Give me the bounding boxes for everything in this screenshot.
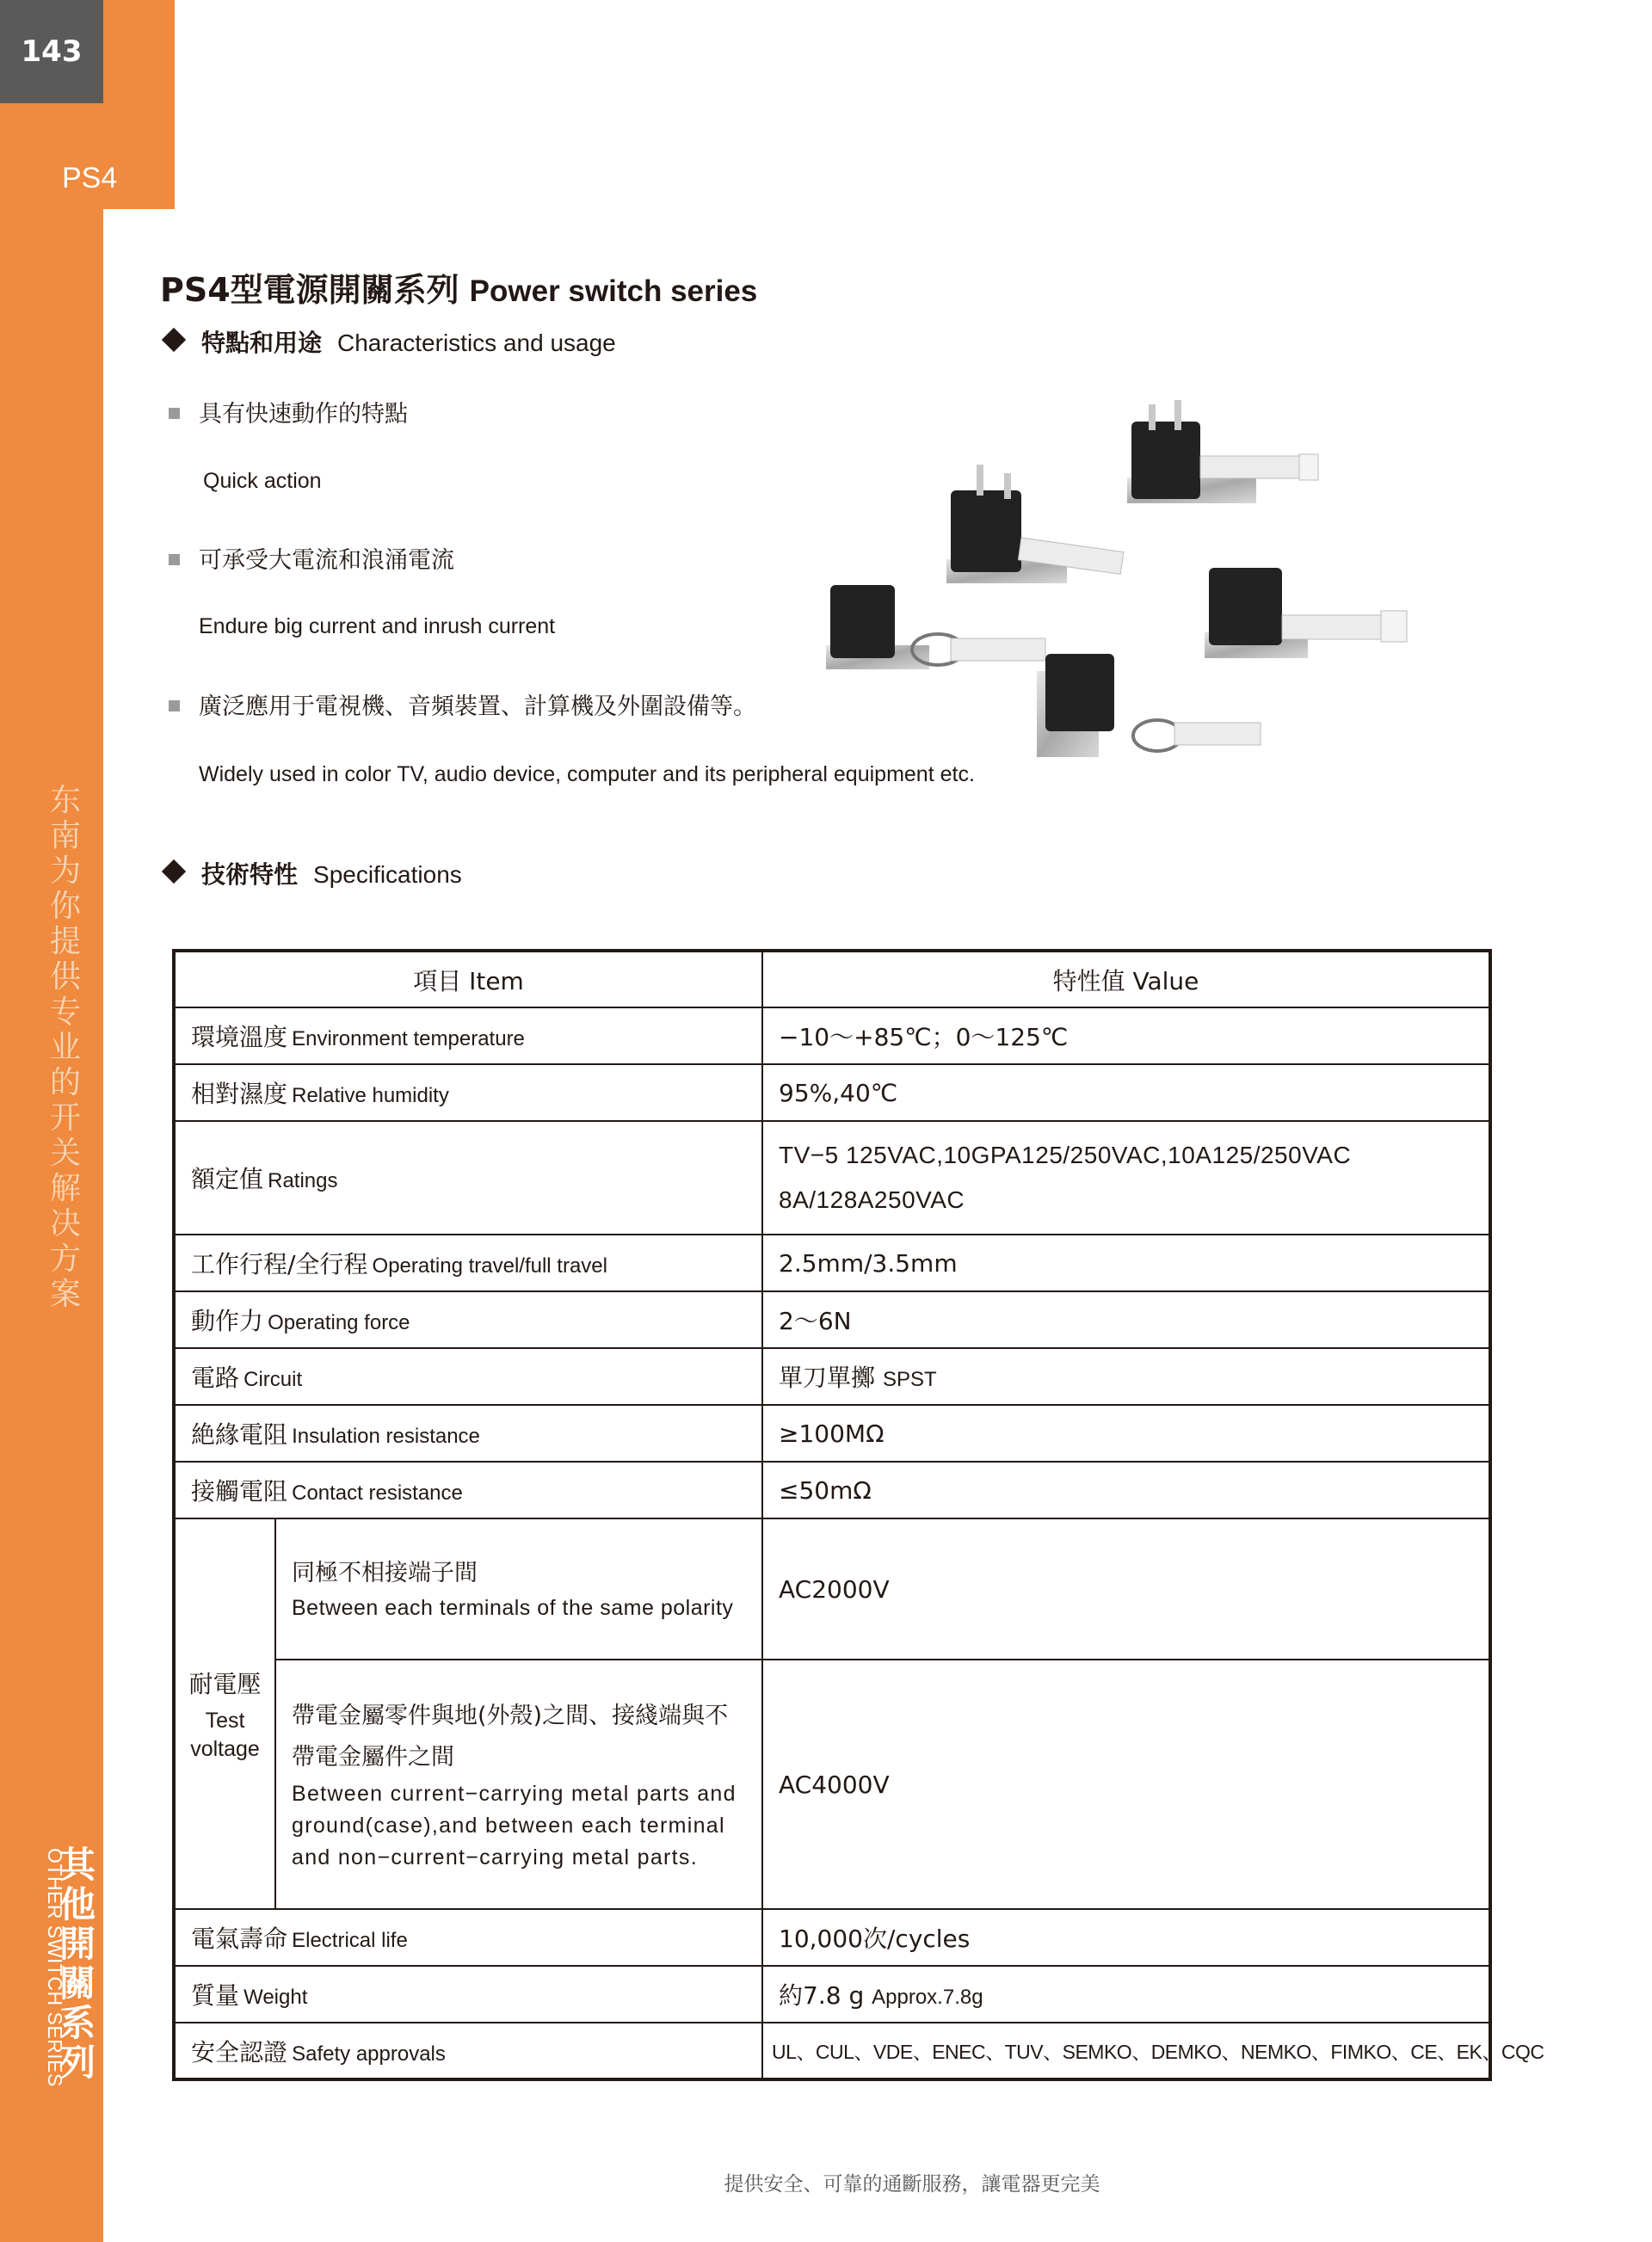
row-label: 電氣壽命 Electrical life [174,1909,762,1966]
switch-unit [1205,568,1407,658]
diamond-bullet-icon [162,859,186,884]
table-row [174,1966,1490,2023]
characteristics-heading-en: Characteristics and usage [337,330,616,356]
page-title-cn: PS4型電源開關系列 [160,271,459,309]
row-label: 相對濕度 Relative humidity [174,1064,762,1121]
row-value: 約7.8 g Approx.7.8g [762,1966,1490,2023]
page-number: 143 [0,0,103,103]
row-label: 額定值 Ratings [174,1121,762,1235]
table-row [174,1909,1490,1966]
row-value: TV−5 125VAC,10GPA125/250VAC,10A125/250VAC 8A/128A250VAC [762,1121,1490,1235]
test-voltage-label: 耐電壓 Test voltage [174,1518,275,1909]
row-value: 2～6N [762,1291,1490,1348]
characteristic-item: 可承受大電流和浪涌電流 [169,541,454,575]
row-value: ≥100MΩ [762,1405,1490,1462]
row-label: 接觸電阻 Contact resistance [174,1462,762,1518]
table-row-test-voltage-1 [174,1518,1490,1660]
table-row [174,1291,1490,1348]
table-row [174,1121,1490,1235]
switch-unit [1127,400,1318,503]
table-row [174,2023,1490,2079]
table-row [174,1462,1490,1518]
table-row [174,1348,1490,1405]
characteristic-item-en: Quick action [203,469,322,493]
header-item: 項目 Item [174,951,762,1007]
row-value: −10～+85℃；0～125℃ [762,1007,1490,1064]
test-voltage-condition-1: 同極不相接端子間 Between each terminals of the same polarity [275,1518,762,1660]
characteristic-item-en: Widely used in color TV, audio device, computer and its peripheral equipment etc. [199,762,975,786]
header-value: 特性值 Value [762,951,1490,1007]
diamond-bullet-icon [162,328,186,352]
table-header-row [174,951,1490,1007]
characteristics-heading [160,324,616,359]
table-row-test-voltage-2 [174,1660,1490,1909]
row-value: 95%,40℃ [762,1064,1490,1121]
page-title [160,263,757,311]
row-value: 單刀單擲 SPST [762,1348,1490,1405]
table-row [174,1007,1490,1064]
specifications-heading [160,856,462,890]
table-row [174,1235,1490,1291]
row-label: 安全認證 Safety approvals [174,2023,762,2079]
table-row [174,1064,1490,1121]
characteristics-heading-cn: 特點和用途 [201,329,323,357]
test-voltage-condition-2: 帶電金屬零件與地(外殼)之間、接綫端與不 帶電金屬件之間 Between current−carrying metal parts and ground(case),and between each terminal and non−current−carrying metal parts. [275,1660,762,1909]
square-bullet-icon [169,554,180,565]
switch-unit [1037,654,1261,757]
characteristic-item: 廣泛應用于電視機、音頻裝置、計算機及外圍設備等。 [169,687,756,721]
switch-unit [946,465,1124,583]
row-value: 2.5mm/3.5mm [762,1235,1490,1291]
table-row [174,1405,1490,1462]
page-title-en: Power switch series [469,274,758,308]
sidebar-category-cn: 其他開關系列 [59,1844,96,2084]
characteristic-item-en: Endure big current and inrush current [199,614,556,638]
row-label: 電路 Circuit [174,1348,762,1405]
series-code: PS4 [62,162,118,194]
row-value: UL、CUL、VDE、ENEC、TUV、SEMKO、DEMKO、NEMKO、FIMKO、CE、EK、CQC [762,2023,1490,2079]
row-label: 環境溫度 Environment temperature [174,1007,762,1064]
specifications-heading-en: Specifications [313,861,462,888]
row-label: 絶緣電阻 Insulation resistance [174,1405,762,1462]
square-bullet-icon [169,408,180,419]
characteristic-item: 具有快速動作的特點 [169,395,408,428]
test-voltage-value-1: AC2000V [762,1518,1490,1660]
row-label: 動作力 Operating force [174,1291,762,1348]
row-label: 質量 Weight [174,1966,762,2023]
square-bullet-icon [169,700,180,711]
row-value: ≤50mΩ [762,1462,1490,1518]
product-photo [813,387,1415,791]
test-voltage-value-2: AC4000V [762,1660,1490,1909]
sidebar-category-en: OTHER SWITCH SERIES [44,1848,66,2087]
switch-unit [826,585,1045,669]
specifications-heading-cn: 技術特性 [201,860,299,889]
sidebar-slogan: 东南为你提供专业的开关解决方案 [49,783,81,1312]
row-value: 10,000次/cycles [762,1909,1490,1966]
spec-table [172,949,1544,2081]
footer-slogan: 提供安全、可靠的通斷服務，讓電器更完美 [724,2173,1100,2196]
row-label: 工作行程/全行程 Operating travel/full travel [174,1235,762,1291]
